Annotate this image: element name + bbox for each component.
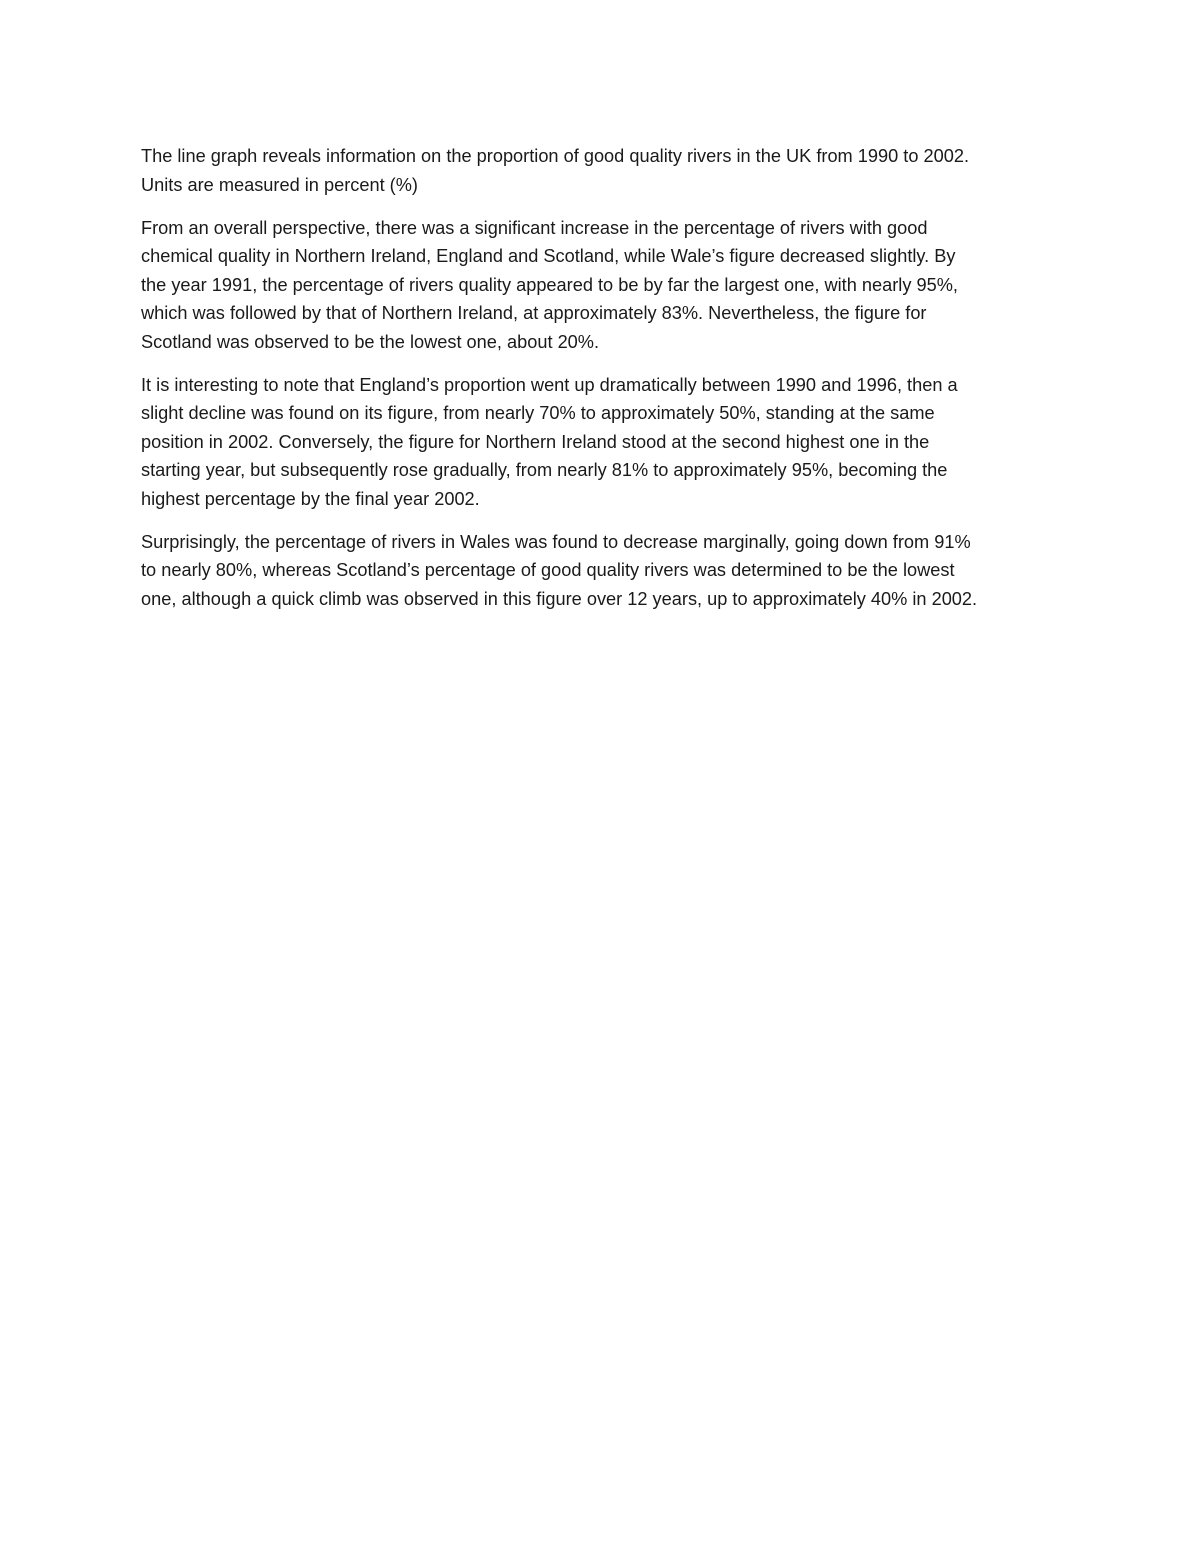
paragraph-wales-scotland [141, 528, 1066, 614]
text-line: slight decline was found on its figure, from nearly 70% to approximately 50%, standing at the same [141, 403, 935, 423]
text-line: the year 1991, the percentage of rivers quality appeared to be by far the largest one, with nearly 95%, [141, 274, 958, 295]
text-line: one, although a quick climb was observed in this figure over 12 years, up to approximately 40% in 2002. [141, 588, 978, 609]
text-line: starting year, but subsequently rose gradually, from nearly 81% to approximately 95%, becoming the [141, 460, 948, 480]
text-line: to nearly 80%, whereas Scotland’s percentage of good quality rivers was determined to be the lowest [141, 560, 955, 580]
paragraph-intro [141, 142, 1066, 199]
paragraph-england-northern-ireland [141, 371, 1066, 514]
text-line: highest percentage by the final year 2002. [141, 488, 480, 509]
text-line: chemical quality in Northern Ireland, England and Scotland, while Wale’s figure decreased slightly. By [141, 246, 956, 266]
text-line: Units are measured in percent (%) [141, 174, 418, 195]
paragraph-overview [141, 214, 1066, 357]
text-line: The line graph reveals information on the proportion of good quality rivers in the UK from 1990 to 2002. [141, 146, 970, 166]
text-line: Scotland was observed to be the lowest one, about 20%. [141, 331, 600, 352]
text-line: It is interesting to note that England’s proportion went up dramatically between 1990 and 1996, then a [141, 374, 958, 395]
text-line: which was followed by that of Northern Ireland, at approximately 83%. Nevertheless, the figure for [141, 303, 927, 323]
document-body [141, 142, 1066, 628]
text-line: Surprisingly, the percentage of rivers in Wales was found to decrease marginally, going down from 91% [141, 531, 971, 552]
text-line: position in 2002. Conversely, the figure for Northern Ireland stood at the second highest one in the [141, 431, 930, 452]
text-line: From an overall perspective, there was a significant increase in the percentage of rivers with good [141, 217, 928, 238]
